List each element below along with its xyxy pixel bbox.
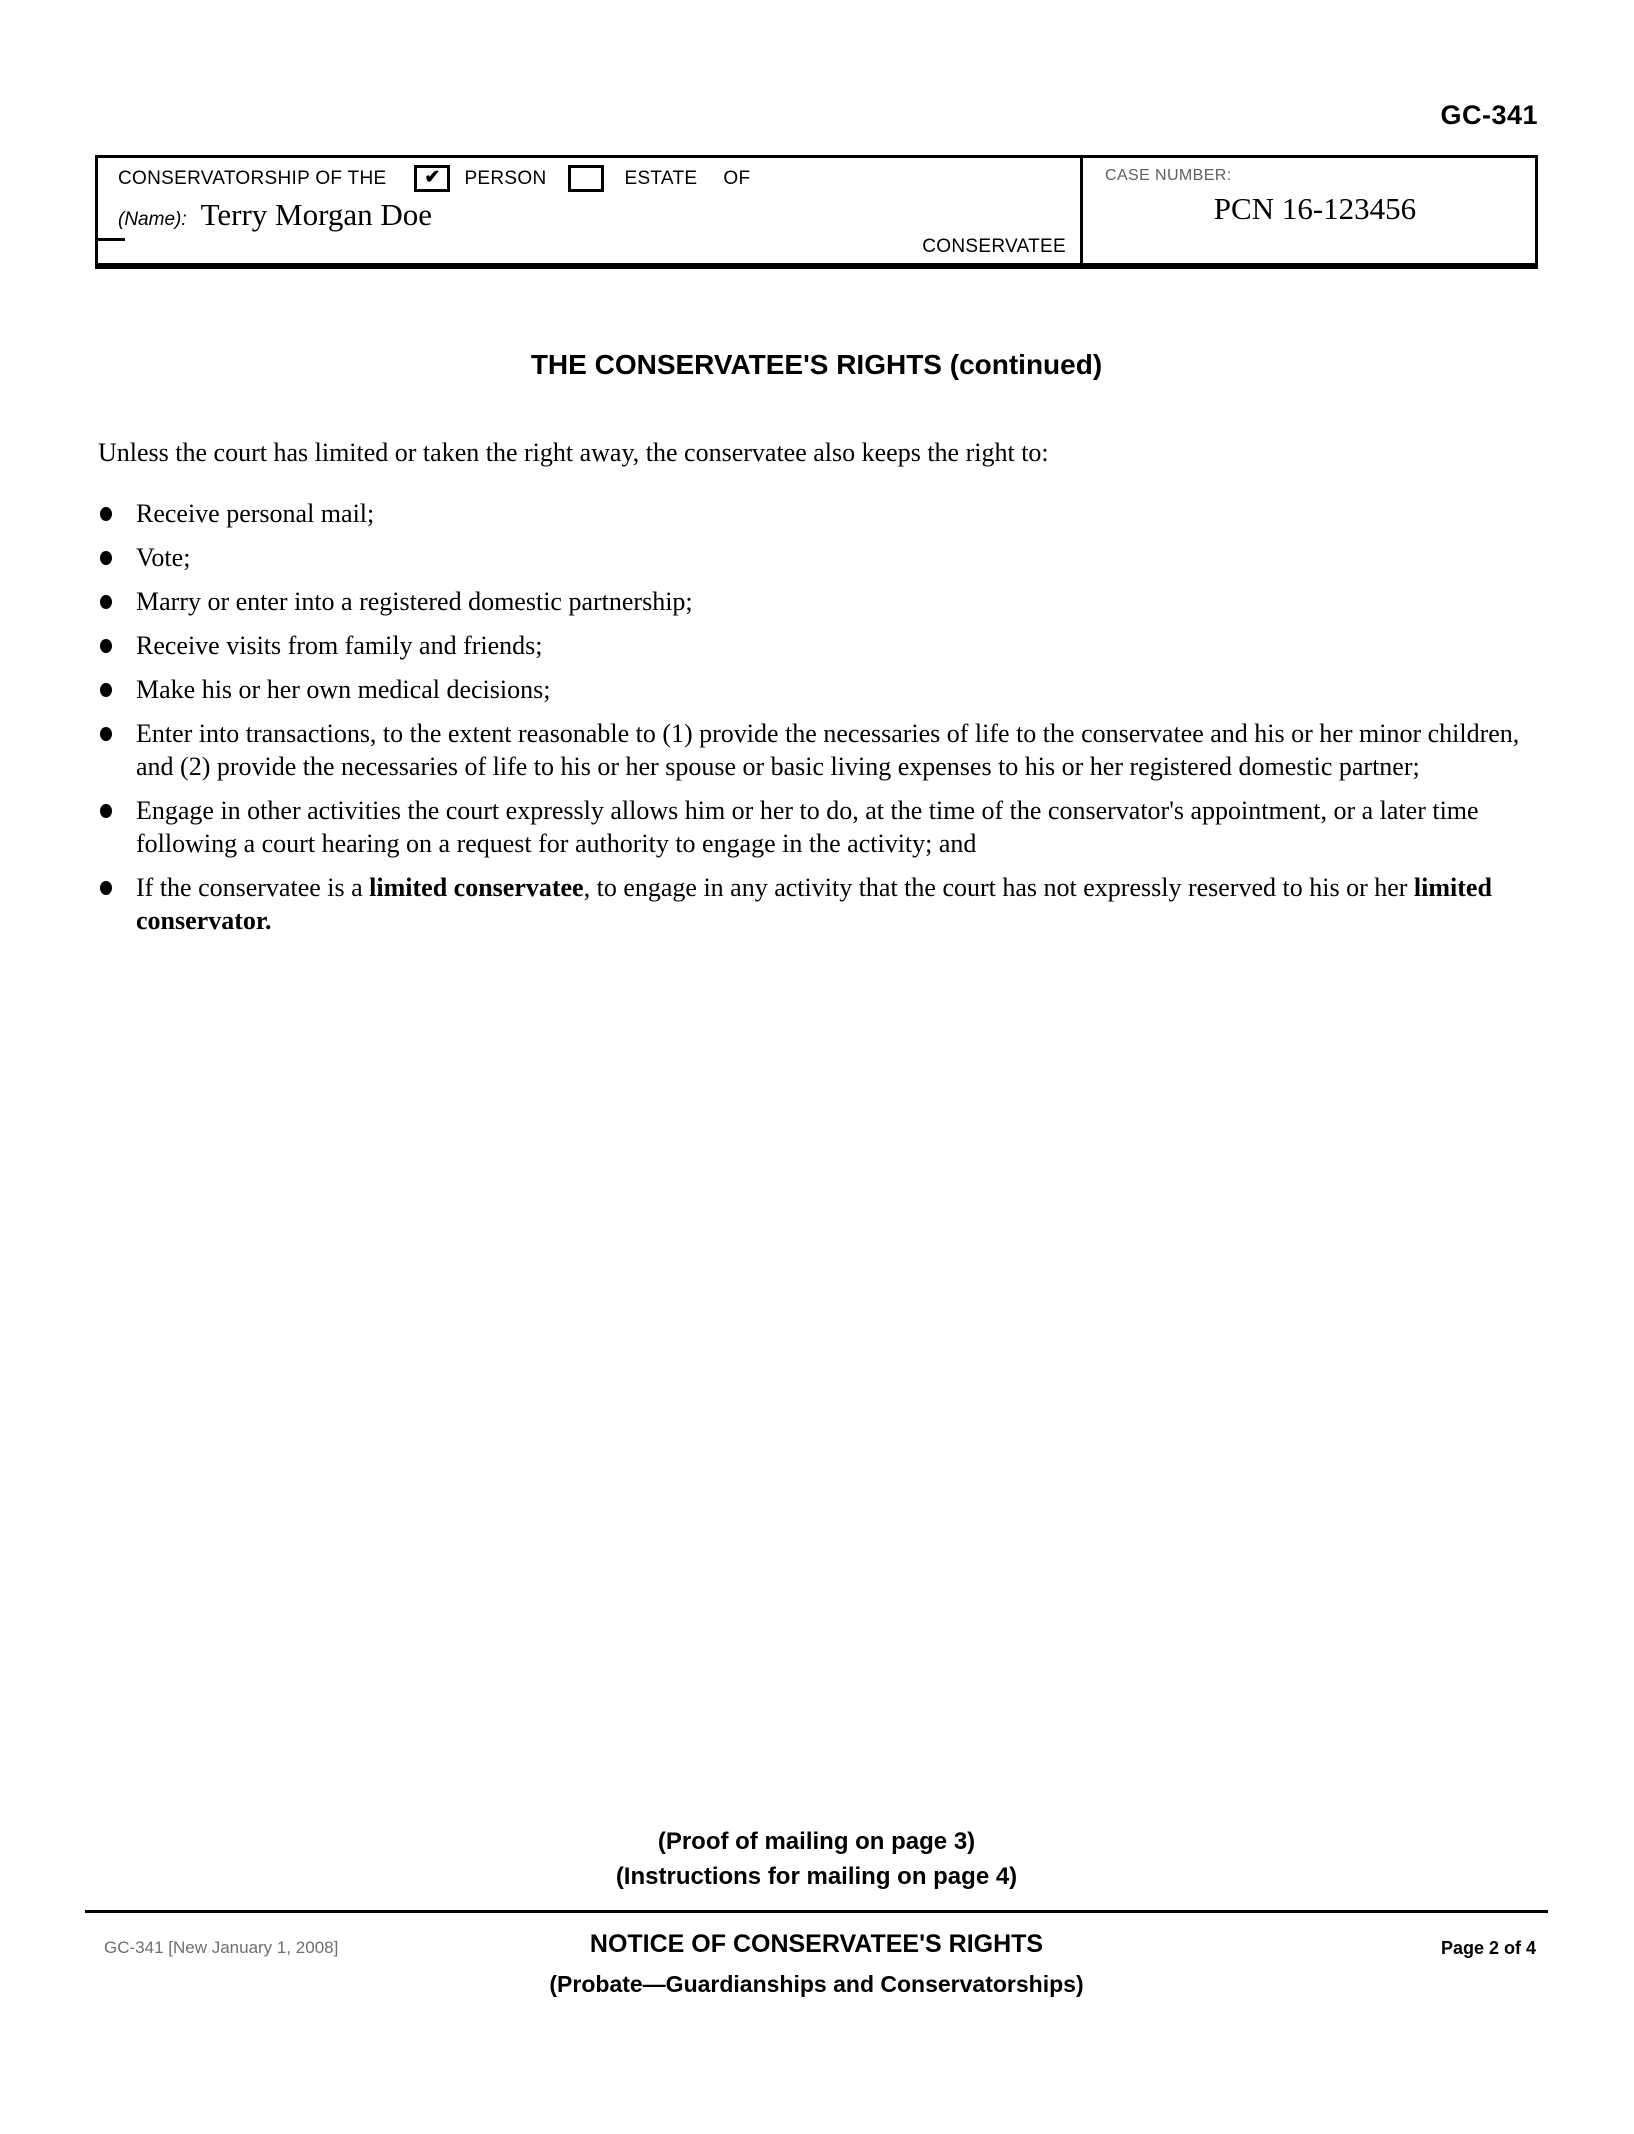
right-item (98, 541, 1526, 574)
right-item (98, 585, 1526, 618)
page-title: THE CONSERVATEE'S RIGHTS (continued) (530, 349, 1103, 380)
bullet-icon (100, 881, 112, 895)
conservatee-name-value[interactable]: Terry Morgan Doe (200, 197, 433, 232)
bullet-icon (100, 683, 112, 697)
right-item (98, 673, 1526, 706)
bullet-icon (100, 804, 112, 818)
caption-box (95, 155, 1538, 269)
right-item-text: Receive personal mail; (136, 499, 375, 528)
intro-paragraph: Unless the court has limited or taken the right away, the conservatee also keeps the right to: (98, 438, 1049, 467)
instructions-for-mailing-note: (Instructions for mailing on page 4) (615, 1863, 1018, 1890)
right-item-text: Enter into transactions, to the extent reasonable to (1) provide the necessaries of life to the conservatee and his or her minor children, and (2) provide the necessaries of life to his or her spouse or basic living expenses to his or her registered domestic partner; (136, 719, 1520, 781)
bullet-icon (100, 639, 112, 653)
bullet-icon (100, 595, 112, 609)
case-number-label: CASE NUMBER: (1105, 167, 1232, 184)
conservatee-name-row (118, 199, 1080, 231)
caption-party-cell (98, 158, 1083, 263)
right-item-text: Vote; (136, 543, 191, 572)
right-item (98, 794, 1526, 860)
bullet-icon (100, 551, 112, 565)
limited-conservatee-bold: limited conservatee (369, 873, 584, 902)
bullet-icon (100, 727, 112, 741)
footer-form-subtitle: (Probate—Guardianships and Conservatorships) (549, 1971, 1084, 1997)
right-item-limited-conservatee (98, 871, 1526, 937)
footer-revision-label: GC-341 [New January 1, 2008] (104, 1938, 339, 1957)
checkmark-icon: ✔ (424, 167, 441, 188)
limited-conservator-bold: limited conservator. (136, 873, 1492, 935)
conservatorship-type-row (118, 165, 1080, 192)
estate-checkbox-label: ESTATE (624, 167, 698, 189)
proof-of-mailing-note: (Proof of mailing on page 3) (657, 1828, 976, 1855)
person-checkbox[interactable] (414, 165, 450, 192)
right-item (98, 717, 1526, 783)
footer-form-title: NOTICE OF CONSERVATEE'S RIGHTS (589, 1930, 1044, 1958)
right-item (98, 629, 1526, 662)
of-label: OF (723, 167, 751, 189)
conservatorship-caption-label: CONSERVATORSHIP OF THE (118, 167, 387, 189)
conservatee-party-label: CONSERVATEE (922, 236, 1066, 257)
name-label: (Name): (118, 209, 187, 230)
estate-checkbox[interactable] (568, 165, 604, 192)
footer-divider (85, 1910, 1548, 1913)
right-item-text: Make his or her own medical decisions; (136, 675, 551, 704)
right-item (98, 497, 1526, 530)
case-number-value[interactable]: PCN 16-123456 (1213, 191, 1417, 226)
right-item-text: Receive visits from family and friends; (136, 631, 543, 660)
mailing-notes (95, 1824, 1538, 1894)
rights-list (98, 497, 1526, 948)
form-code-label: GC-341 (1440, 100, 1538, 130)
right-item-text: If the conservatee is a limited conservatee, to engage in any activity that the court has not expressly reserved to his or her limited conservator. (136, 873, 1492, 935)
case-number-cell (1083, 158, 1535, 263)
bullet-icon (100, 507, 112, 521)
right-item-text: Engage in other activities the court expressly allows him or her to do, at the time of the conservator's appointment, or a later time following a court hearing on a request for authority to engage in the activity; and (136, 796, 1479, 858)
person-checkbox-label: PERSON (464, 167, 547, 189)
left-margin-tick (95, 238, 125, 241)
right-item-text: Marry or enter into a registered domestic partnership; (136, 587, 693, 616)
page-number-label: Page 2 of 4 (1440, 1938, 1536, 1958)
